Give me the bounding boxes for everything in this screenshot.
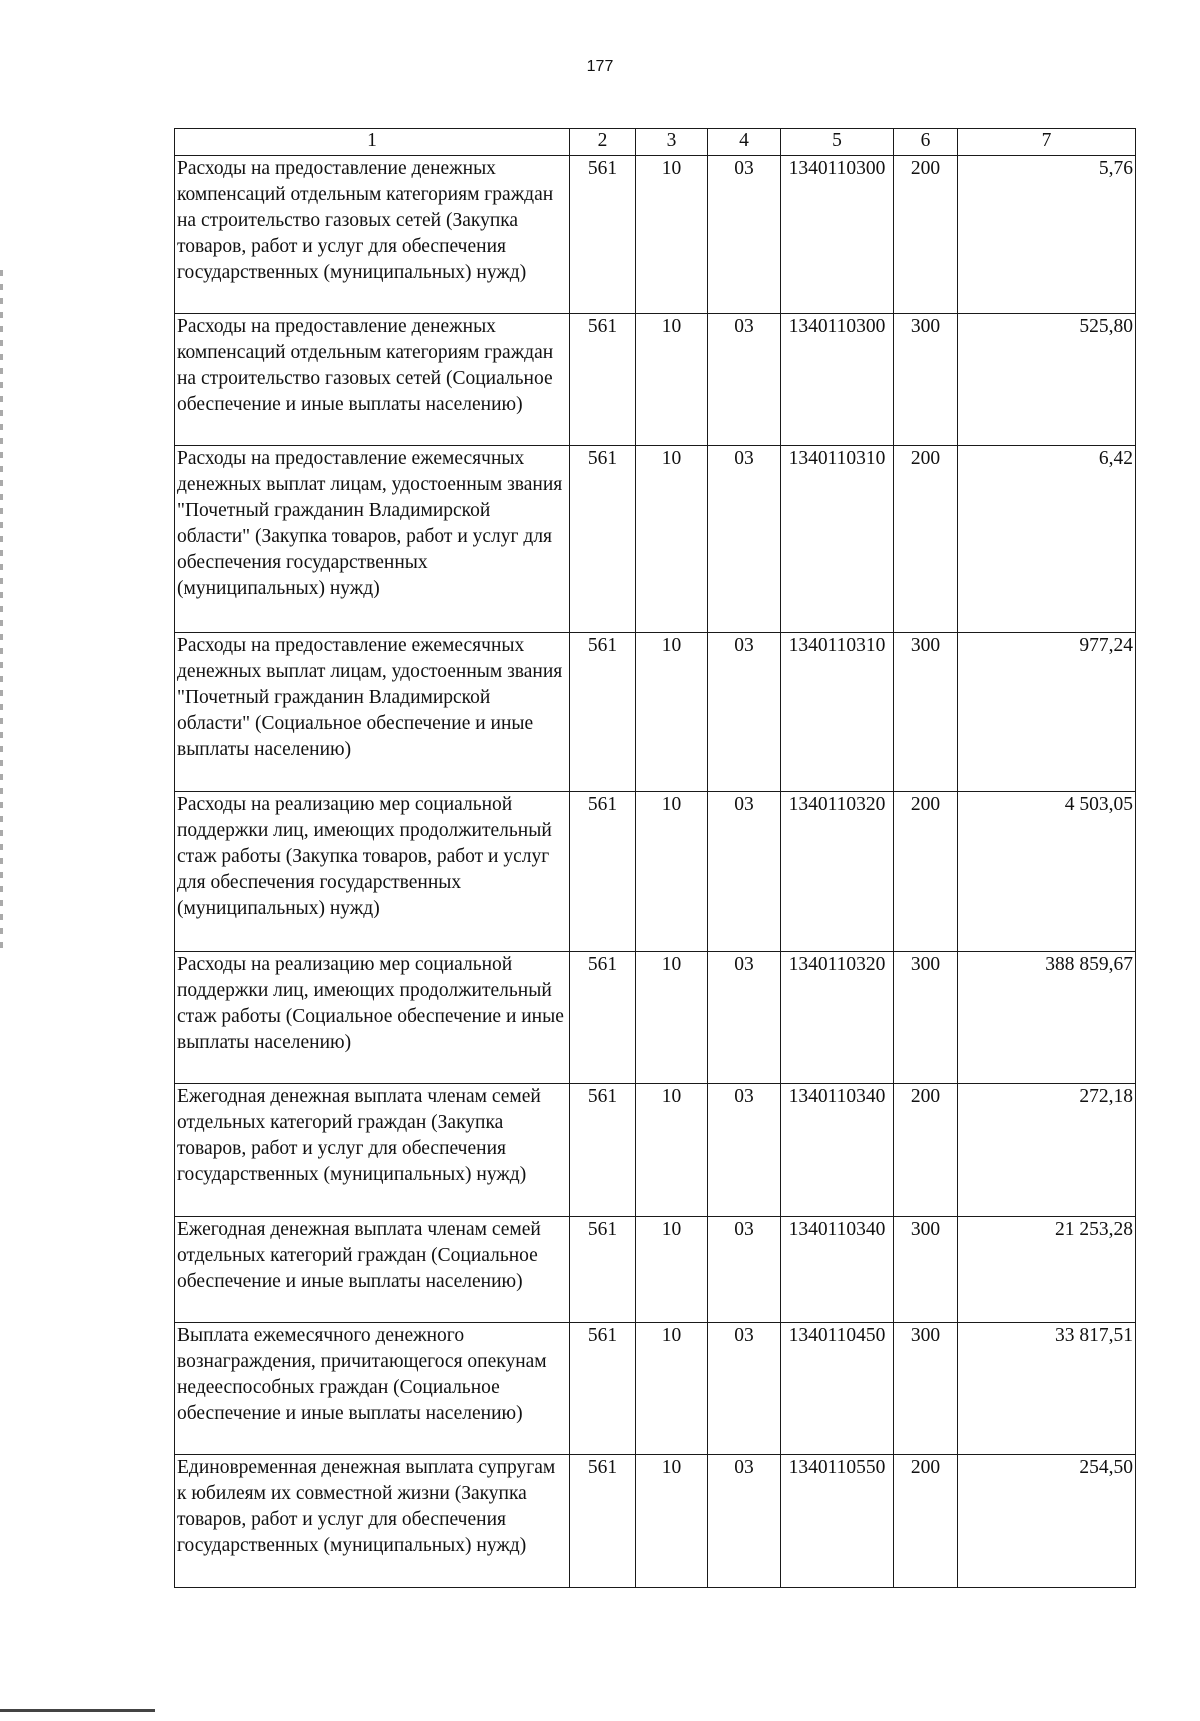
- expense-name: Расходы на реализацию мер социальной поддержки лиц, имеющих продолжительный стаж работы (Закупка товаров, работ и услуг для обеспечения государственных (муниципальных) нужд): [175, 792, 570, 952]
- expense-name: Расходы на предоставление денежных компенсаций отдельным категориям граждан на строительство газовых сетей (Закупка товаров, работ и услуг для обеспечения государственных (муниципальных) нужд): [175, 156, 570, 314]
- expense-name: Расходы на предоставление ежемесячных денежных выплат лицам, удостоенным звания "Почетный гражданин Владимирской области" (Закупка товаров, работ и услуг для обеспечения государственных (муниципальных) нужд): [175, 446, 570, 633]
- section-cell: 10: [636, 314, 708, 446]
- column-header: 1: [175, 129, 570, 156]
- table-row: [175, 156, 1136, 314]
- expense-type-cell: 200: [894, 446, 958, 633]
- code-cell: 561: [570, 952, 636, 1084]
- scan-footer-mark: [0, 1709, 155, 1712]
- amount-cell: 388 859,67: [958, 952, 1136, 1084]
- table-row: [175, 314, 1136, 446]
- target-article-cell: 1340110320: [781, 792, 894, 952]
- table-row: [175, 1323, 1136, 1455]
- budget-table: [174, 128, 1136, 1588]
- code-cell: 561: [570, 1084, 636, 1217]
- target-article-cell: 1340110320: [781, 952, 894, 1084]
- subsection-cell: 03: [708, 792, 781, 952]
- subsection-cell: 03: [708, 633, 781, 792]
- expense-type-cell: 200: [894, 792, 958, 952]
- amount-cell: 6,42: [958, 446, 1136, 633]
- expense-name: Ежегодная денежная выплата членам семей отдельных категорий граждан (Социальное обеспечение и иные выплаты населению): [175, 1217, 570, 1323]
- expense-type-cell: 300: [894, 314, 958, 446]
- code-cell: 561: [570, 1323, 636, 1455]
- expense-name: Ежегодная денежная выплата членам семей отдельных категорий граждан (Закупка товаров, работ и услуг для обеспечения государственных (муниципальных) нужд): [175, 1084, 570, 1217]
- target-article-cell: 1340110300: [781, 156, 894, 314]
- section-cell: 10: [636, 1455, 708, 1588]
- subsection-cell: 03: [708, 314, 781, 446]
- table-row: [175, 446, 1136, 633]
- column-header: 6: [894, 129, 958, 156]
- subsection-cell: 03: [708, 446, 781, 633]
- column-header: 3: [636, 129, 708, 156]
- expense-type-cell: 300: [894, 1323, 958, 1455]
- expense-type-cell: 300: [894, 1217, 958, 1323]
- amount-cell: 977,24: [958, 633, 1136, 792]
- subsection-cell: 03: [708, 1217, 781, 1323]
- code-cell: 561: [570, 792, 636, 952]
- target-article-cell: 1340110450: [781, 1323, 894, 1455]
- expense-type-cell: 200: [894, 156, 958, 314]
- subsection-cell: 03: [708, 1323, 781, 1455]
- table-row: [175, 1084, 1136, 1217]
- target-article-cell: 1340110310: [781, 446, 894, 633]
- expense-name: Расходы на реализацию мер социальной поддержки лиц, имеющих продолжительный стаж работы (Социальное обеспечение и иные выплаты населению): [175, 952, 570, 1084]
- expense-type-cell: 200: [894, 1084, 958, 1217]
- target-article-cell: 1340110300: [781, 314, 894, 446]
- section-cell: 10: [636, 1217, 708, 1323]
- expense-name: Выплата ежемесячного денежного вознаграждения, причитающегося опекунам недееспособных граждан (Социальное обеспечение и иные выплаты населению): [175, 1323, 570, 1455]
- amount-cell: 525,80: [958, 314, 1136, 446]
- target-article-cell: 1340110310: [781, 633, 894, 792]
- section-cell: 10: [636, 156, 708, 314]
- section-cell: 10: [636, 1323, 708, 1455]
- expense-type-cell: 300: [894, 633, 958, 792]
- page-number: 177: [586, 58, 614, 75]
- code-cell: 561: [570, 446, 636, 633]
- amount-cell: 272,18: [958, 1084, 1136, 1217]
- amount-cell: 21 253,28: [958, 1217, 1136, 1323]
- column-header: 2: [570, 129, 636, 156]
- section-cell: 10: [636, 1084, 708, 1217]
- expense-name: Расходы на предоставление денежных компенсаций отдельным категориям граждан на строительство газовых сетей (Социальное обеспечение и иные выплаты населению): [175, 314, 570, 446]
- code-cell: 561: [570, 633, 636, 792]
- scan-margin-mark: [0, 270, 3, 950]
- amount-cell: 254,50: [958, 1455, 1136, 1588]
- expense-type-cell: 200: [894, 1455, 958, 1588]
- table-row: [175, 1455, 1136, 1588]
- section-cell: 10: [636, 446, 708, 633]
- amount-cell: 33 817,51: [958, 1323, 1136, 1455]
- subsection-cell: 03: [708, 1084, 781, 1217]
- code-cell: 561: [570, 1455, 636, 1588]
- subsection-cell: 03: [708, 1455, 781, 1588]
- section-cell: 10: [636, 792, 708, 952]
- target-article-cell: 1340110340: [781, 1217, 894, 1323]
- code-cell: 561: [570, 1217, 636, 1323]
- target-article-cell: 1340110340: [781, 1084, 894, 1217]
- column-header: 5: [781, 129, 894, 156]
- expense-name: Единовременная денежная выплата супругам к юбилеям их совместной жизни (Закупка товаров, работ и услуг для обеспечения государственных (муниципальных) нужд): [175, 1455, 570, 1588]
- column-header: 7: [958, 129, 1136, 156]
- amount-cell: 5,76: [958, 156, 1136, 314]
- expense-type-cell: 300: [894, 952, 958, 1084]
- table-row: [175, 792, 1136, 952]
- section-cell: 10: [636, 633, 708, 792]
- table-row: [175, 633, 1136, 792]
- target-article-cell: 1340110550: [781, 1455, 894, 1588]
- amount-cell: 4 503,05: [958, 792, 1136, 952]
- code-cell: 561: [570, 156, 636, 314]
- table-row: [175, 952, 1136, 1084]
- subsection-cell: 03: [708, 952, 781, 1084]
- table-row: [175, 1217, 1136, 1323]
- column-header: 4: [708, 129, 781, 156]
- expense-name: Расходы на предоставление ежемесячных денежных выплат лицам, удостоенным звания "Почетный гражданин Владимирской области" (Социальное обеспечение и иные выплаты населению): [175, 633, 570, 792]
- subsection-cell: 03: [708, 156, 781, 314]
- table-header-row: [175, 129, 1136, 156]
- section-cell: 10: [636, 952, 708, 1084]
- code-cell: 561: [570, 314, 636, 446]
